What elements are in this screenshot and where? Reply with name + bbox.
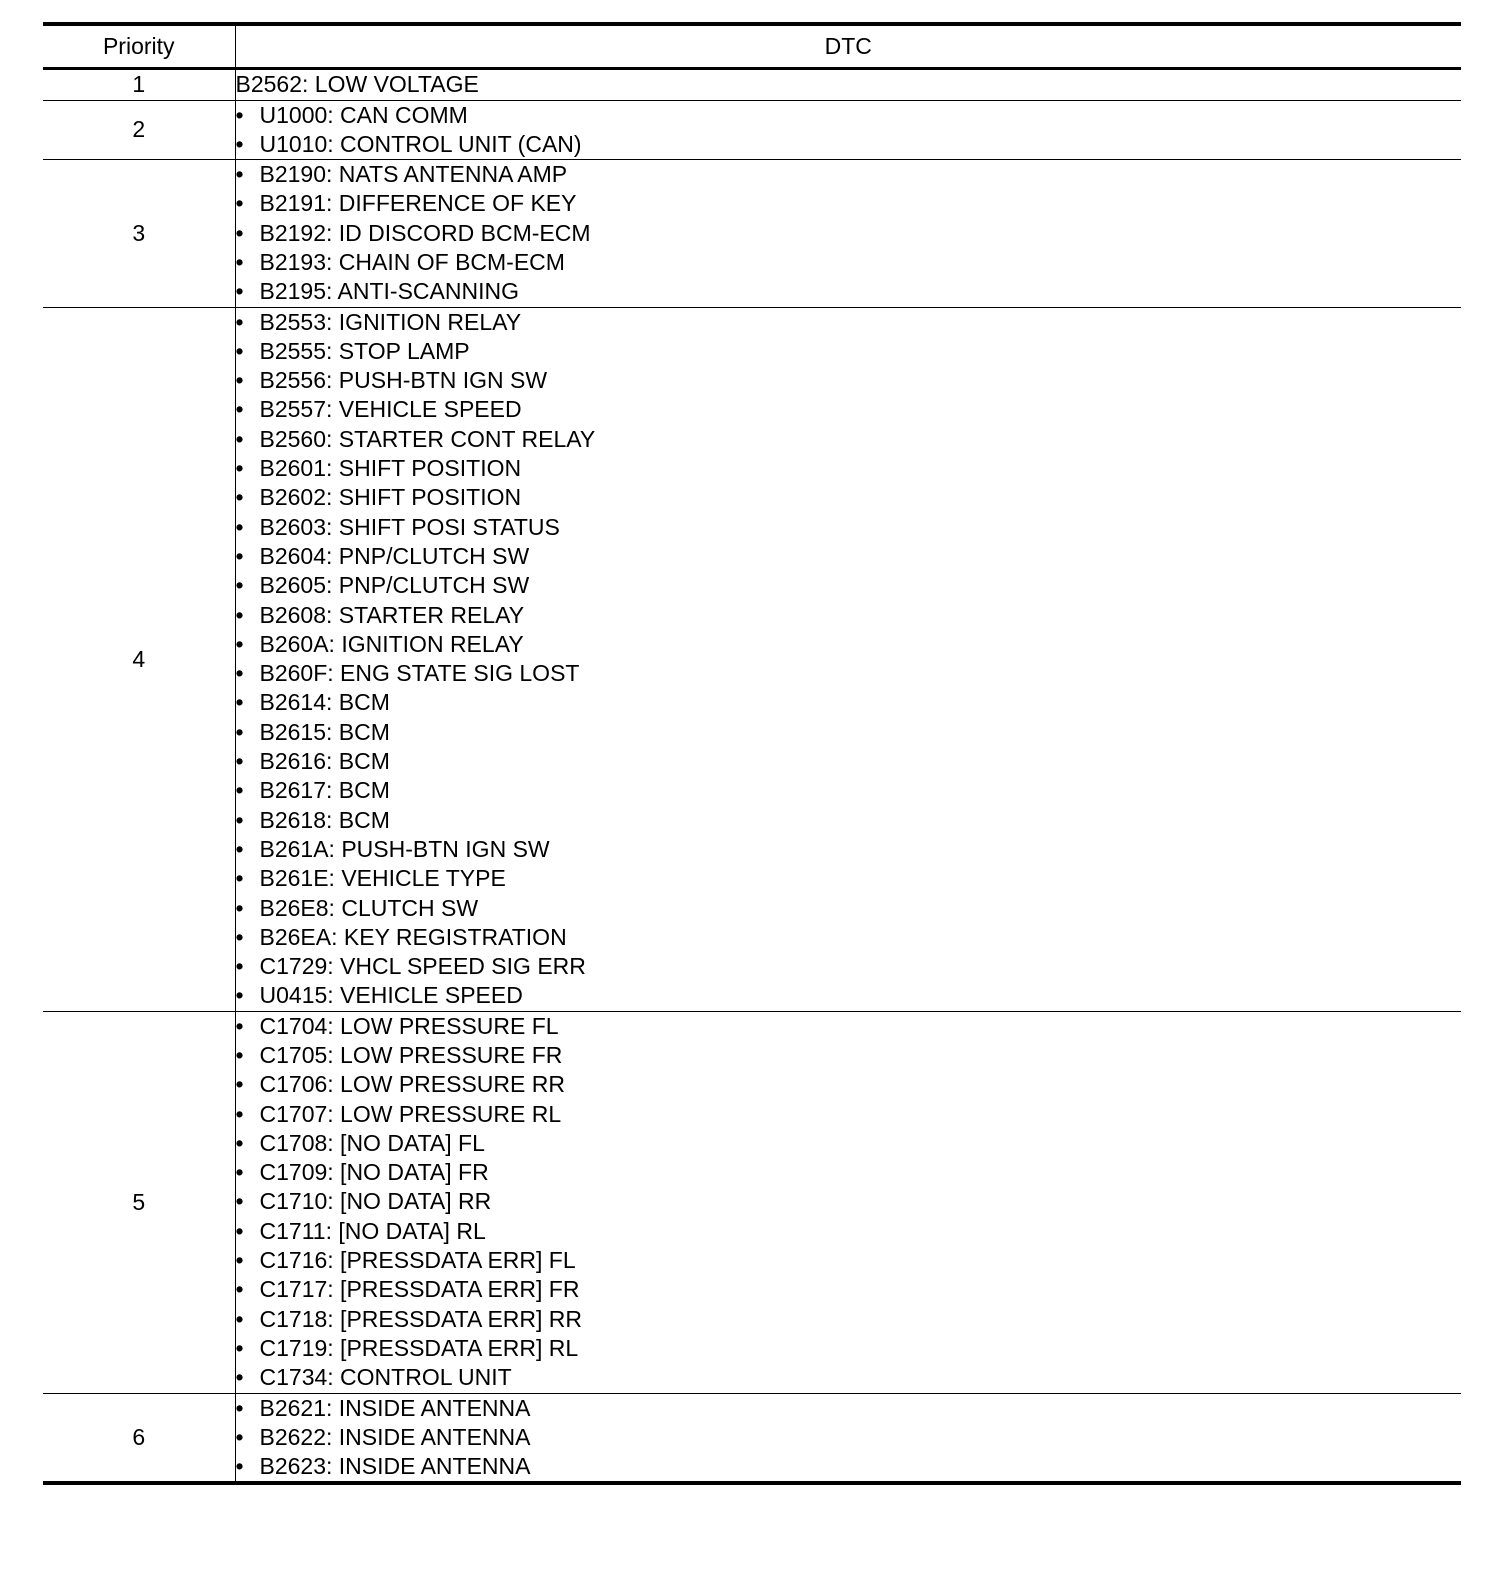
dtc-entry: C1709: [NO DATA] FR (259, 1159, 489, 1186)
dtc-entry: B2615: BCM (259, 718, 390, 745)
bullet-icon: • (235, 337, 244, 364)
list-item (236, 308, 1462, 337)
bullet-icon: • (235, 161, 244, 188)
list-item (236, 952, 1462, 981)
list-item (236, 130, 1462, 159)
list-item (236, 189, 1462, 218)
dtc-entry: B2604: PNP/CLUTCH SW (259, 542, 530, 569)
bullet-icon: • (235, 777, 244, 804)
list-item (236, 1334, 1462, 1363)
dtc-cell (235, 1393, 1461, 1483)
bullet-icon: • (235, 542, 244, 569)
bullet-icon: • (235, 630, 244, 657)
bullet-icon: • (235, 1305, 244, 1332)
list-item (236, 1423, 1462, 1452)
list-item (236, 1100, 1462, 1129)
bullet-icon: • (235, 513, 244, 540)
dtc-entry: B26E8: CLUTCH SW (259, 894, 479, 921)
dtc-entry: B2616: BCM (259, 748, 390, 775)
table-header (43, 24, 1461, 69)
list-item (236, 1041, 1462, 1070)
dtc-list (236, 1012, 1462, 1393)
list-item (236, 659, 1462, 688)
bullet-icon: • (235, 894, 244, 921)
dtc-entry: B2622: INSIDE ANTENNA (259, 1423, 531, 1450)
bullet-icon: • (235, 982, 244, 1009)
table-row (43, 160, 1461, 307)
list-item (236, 1129, 1462, 1158)
list-item (236, 366, 1462, 395)
list-item (236, 454, 1462, 483)
bullet-icon: • (235, 190, 244, 217)
list-item (236, 601, 1462, 630)
dtc-entry: B261A: PUSH-BTN IGN SW (259, 835, 550, 862)
dtc-entry: B2192: ID DISCORD BCM-ECM (259, 219, 591, 246)
dtc-entry: B2601: SHIFT POSITION (259, 455, 522, 482)
dtc-priority-table (43, 22, 1461, 1485)
dtc-entry: B2195: ANTI-SCANNING (259, 278, 519, 305)
table-body (43, 69, 1461, 1484)
dtc-entry: C1734: CONTROL UNIT (259, 1364, 512, 1391)
bullet-icon: • (235, 248, 244, 275)
bullet-icon: • (235, 1394, 244, 1421)
bullet-icon: • (235, 308, 244, 335)
dtc-cell (235, 100, 1461, 160)
dtc-entry: B260F: ENG STATE SIG LOST (259, 660, 580, 687)
bullet-icon: • (235, 718, 244, 745)
list-item (236, 1363, 1462, 1392)
list-item (236, 923, 1462, 952)
bullet-icon: • (235, 835, 244, 862)
bullet-icon: • (235, 1012, 244, 1039)
bullet-icon: • (235, 1364, 244, 1391)
table-row (43, 69, 1461, 101)
bullet-icon: • (235, 806, 244, 833)
bullet-icon: • (235, 1247, 244, 1274)
dtc-entry: B260A: IGNITION RELAY (259, 630, 524, 657)
list-item (236, 1158, 1462, 1187)
bullet-icon: • (235, 1071, 244, 1098)
dtc-entry: C1710: [NO DATA] RR (259, 1188, 492, 1215)
dtc-entry: C1716: [PRESSDATA ERR] FL (259, 1247, 576, 1274)
bullet-icon: • (235, 1100, 244, 1127)
list-item (236, 1305, 1462, 1334)
dtc-entry: B2555: STOP LAMP (259, 337, 470, 364)
priority-cell: 3 (43, 160, 235, 307)
dtc-entry: B2621: INSIDE ANTENNA (259, 1394, 531, 1421)
list-item (236, 483, 1462, 512)
dtc-entry: C1711: [NO DATA] RL (259, 1217, 486, 1244)
bullet-icon: • (235, 1276, 244, 1303)
dtc-list (236, 1394, 1462, 1482)
bullet-icon: • (235, 1334, 244, 1361)
list-item (236, 395, 1462, 424)
dtc-entry: B2614: BCM (259, 689, 390, 716)
list-item (236, 337, 1462, 366)
dtc-entry: B2191: DIFFERENCE OF KEY (259, 190, 577, 217)
priority-cell: 4 (43, 307, 235, 1011)
list-item (236, 630, 1462, 659)
dtc-entry: B2562: LOW VOLTAGE (235, 71, 479, 97)
table-row (43, 1011, 1461, 1393)
dtc-entry: C1729: VHCL SPEED SIG ERR (259, 953, 586, 980)
header-dtc: DTC (824, 33, 872, 59)
dtc-entry: B2608: STARTER RELAY (259, 601, 525, 628)
dtc-list (236, 101, 1462, 160)
dtc-entry: C1705: LOW PRESSURE FR (259, 1042, 563, 1068)
dtc-entry: U1000: CAN COMM (259, 101, 468, 128)
bullet-icon: • (235, 923, 244, 950)
bullet-icon: • (235, 455, 244, 482)
dtc-entry: B2602: SHIFT POSITION (259, 484, 522, 511)
bullet-icon: • (235, 219, 244, 246)
dtc-entry: B2560: STARTER CONT RELAY (259, 425, 596, 452)
dtc-entry: B2556: PUSH-BTN IGN SW (259, 367, 548, 394)
list-item (236, 571, 1462, 600)
list-item (236, 1246, 1462, 1275)
dtc-entry: C1704: LOW PRESSURE FL (259, 1012, 559, 1039)
list-item (236, 894, 1462, 923)
dtc-entry: B2618: BCM (259, 806, 390, 833)
dtc-entry: C1719: [PRESSDATA ERR] RL (259, 1334, 579, 1361)
bullet-icon: • (235, 1423, 244, 1450)
table-row (43, 307, 1461, 1011)
dtc-entry: C1706: LOW PRESSURE RR (259, 1071, 565, 1098)
dtc-entry: B2553: IGNITION RELAY (259, 308, 522, 335)
dtc-entry: B2557: VEHICLE SPEED (259, 396, 522, 423)
list-item (236, 1217, 1462, 1246)
dtc-cell (235, 69, 1461, 101)
bullet-icon: • (235, 130, 244, 157)
dtc-list (236, 160, 1462, 306)
bullet-icon: • (235, 1129, 244, 1156)
priority-cell: 5 (43, 1011, 235, 1393)
list-item (236, 277, 1462, 306)
dtc-entry: U0415: VEHICLE SPEED (259, 982, 523, 1009)
bullet-icon: • (235, 1042, 244, 1068)
dtc-entry: B2605: PNP/CLUTCH SW (259, 572, 530, 599)
dtc-entry: C1707: LOW PRESSURE RL (259, 1100, 562, 1127)
list-item (236, 1070, 1462, 1099)
list-item (236, 806, 1462, 835)
dtc-entry: B2193: CHAIN OF BCM-ECM (259, 248, 565, 275)
dtc-entry: C1717: [PRESSDATA ERR] FR (259, 1276, 580, 1303)
bullet-icon: • (235, 396, 244, 423)
bullet-icon: • (235, 953, 244, 980)
list-item (236, 835, 1462, 864)
bullet-icon: • (235, 367, 244, 394)
list-item (236, 425, 1462, 454)
bullet-icon: • (235, 1159, 244, 1186)
dtc-entry: B2190: NATS ANTENNA AMP (259, 161, 568, 188)
bullet-icon: • (235, 748, 244, 775)
list-item (236, 248, 1462, 277)
bullet-icon: • (235, 1188, 244, 1215)
bullet-icon: • (235, 1217, 244, 1244)
dtc-cell (235, 307, 1461, 1011)
list-item (236, 688, 1462, 717)
list-item (236, 1012, 1462, 1041)
dtc-entry: U1010: CONTROL UNIT (CAN) (259, 130, 582, 157)
dtc-cell (235, 1011, 1461, 1393)
bullet-icon: • (235, 660, 244, 687)
list-item (236, 1275, 1462, 1304)
header-row (43, 24, 1461, 69)
list-item (236, 513, 1462, 542)
priority-cell: 6 (43, 1393, 235, 1483)
bullet-icon: • (235, 101, 244, 128)
dtc-cell (235, 160, 1461, 307)
dtc-entry: B2617: BCM (259, 777, 390, 804)
bullet-icon: • (235, 1453, 244, 1480)
list-item (236, 864, 1462, 893)
dtc-entry: C1708: [NO DATA] FL (259, 1129, 485, 1156)
dtc-entry: C1718: [PRESSDATA ERR] RR (259, 1305, 583, 1332)
list-item (236, 1452, 1462, 1481)
list-item (236, 776, 1462, 805)
dtc-list (236, 308, 1462, 1011)
table-row (43, 1393, 1461, 1483)
bullet-icon: • (235, 572, 244, 599)
table-row (43, 100, 1461, 160)
priority-cell: 2 (43, 100, 235, 160)
bullet-icon: • (235, 425, 244, 452)
header-priority: Priority (43, 24, 235, 69)
list-item (236, 981, 1462, 1010)
list-item (236, 1394, 1462, 1423)
list-item (236, 747, 1462, 776)
list-item (236, 219, 1462, 248)
list-item (236, 160, 1462, 189)
dtc-entry: B2623: INSIDE ANTENNA (259, 1453, 531, 1480)
bullet-icon: • (235, 865, 244, 892)
list-item (236, 718, 1462, 747)
bullet-icon: • (235, 484, 244, 511)
priority-cell: 1 (43, 69, 235, 101)
bullet-icon: • (235, 278, 244, 305)
list-item (236, 101, 1462, 130)
dtc-entry: B26EA: KEY REGISTRATION (259, 923, 567, 950)
bullet-icon: • (235, 601, 244, 628)
dtc-entry: B261E: VEHICLE TYPE (259, 865, 506, 892)
list-item (236, 1187, 1462, 1216)
list-item (236, 542, 1462, 571)
dtc-entry: B2603: SHIFT POSI STATUS (259, 513, 560, 540)
bullet-icon: • (235, 689, 244, 716)
